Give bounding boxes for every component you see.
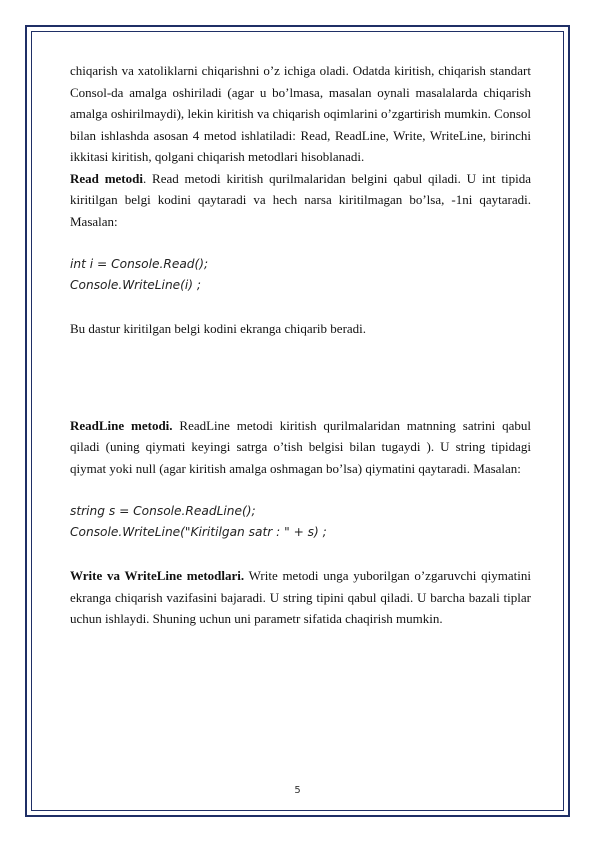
page-number: 5: [294, 785, 301, 796]
read-method-note: Bu dastur kiritilgan belgi kodini ekranga chiqarib beradi.: [70, 321, 367, 336]
read-method-paragraph: [70, 168, 531, 233]
read-method-heading: Read metodi: [70, 170, 143, 186]
readline-method-heading: ReadLine metodi.: [70, 417, 173, 433]
write-method-text: Write metodi unga yuborilgan o’zgaruvchi qiymatini ekranga chiqarish vazifasini bajaradi. U string tipini qabul qiladi. U barcha bazali tiplar uchun ishlaydi. Shuning uchun uni parametr sifatida chaqirish mumkin.: [70, 568, 531, 626]
read-method-text: . Read metodi kiritish qurilmalaridan belgini qabul qiladi. U int tipida kiritilgan belgi kodini qaytaradi va hech narsa kiritilmagan bo’lsa, -1ni qaytaradi. Masalan:: [70, 170, 531, 229]
write-method-paragraph: [70, 565, 531, 630]
code-line: string s = Console.ReadLine();: [70, 503, 256, 518]
write-method-heading: Write va WriteLine metodlari.: [70, 568, 245, 583]
readline-method-paragraph: [70, 415, 531, 480]
code-line: Console.WriteLine(i) ;: [70, 278, 202, 292]
code-line: Console.WriteLine("Kiritilgan satr : " + s) ;: [70, 525, 327, 539]
intro-paragraph: chiqarish va xatoliklarni chiqarishni o’z ichiga oladi. Odatda kiritish, chiqarish standart Consol-da amalga oshiriladi (agar u bo’lmasa, masalan oynali masalalarda chiqarish amalga oshirilmaydi), lekin kiritish va chiqarish oqimlarini o’zgartirish mumkin. Consol bilan ishlashda asosan 4 metod ishlatiladi: Read, ReadLine, Write, WriteLine, birinchi ikkitasi kiritish, qolgani chiqarish metodlari hisoblanadi.: [70, 63, 531, 164]
document-body: [70, 60, 531, 630]
readline-method-text: ReadLine metodi kiritish qurilmalaridan matnning satrini qabul qiladi (uning qiymati keyingi satrga o’tish belgisi bilan tugaydi ). U string tipidagi qiymat yoki null (agar kiritish amalga oshmagan bo’lsa) qiymatini qaytaradi. Masalan:: [70, 417, 531, 476]
code-line: int i = Console.Read();: [70, 256, 209, 271]
